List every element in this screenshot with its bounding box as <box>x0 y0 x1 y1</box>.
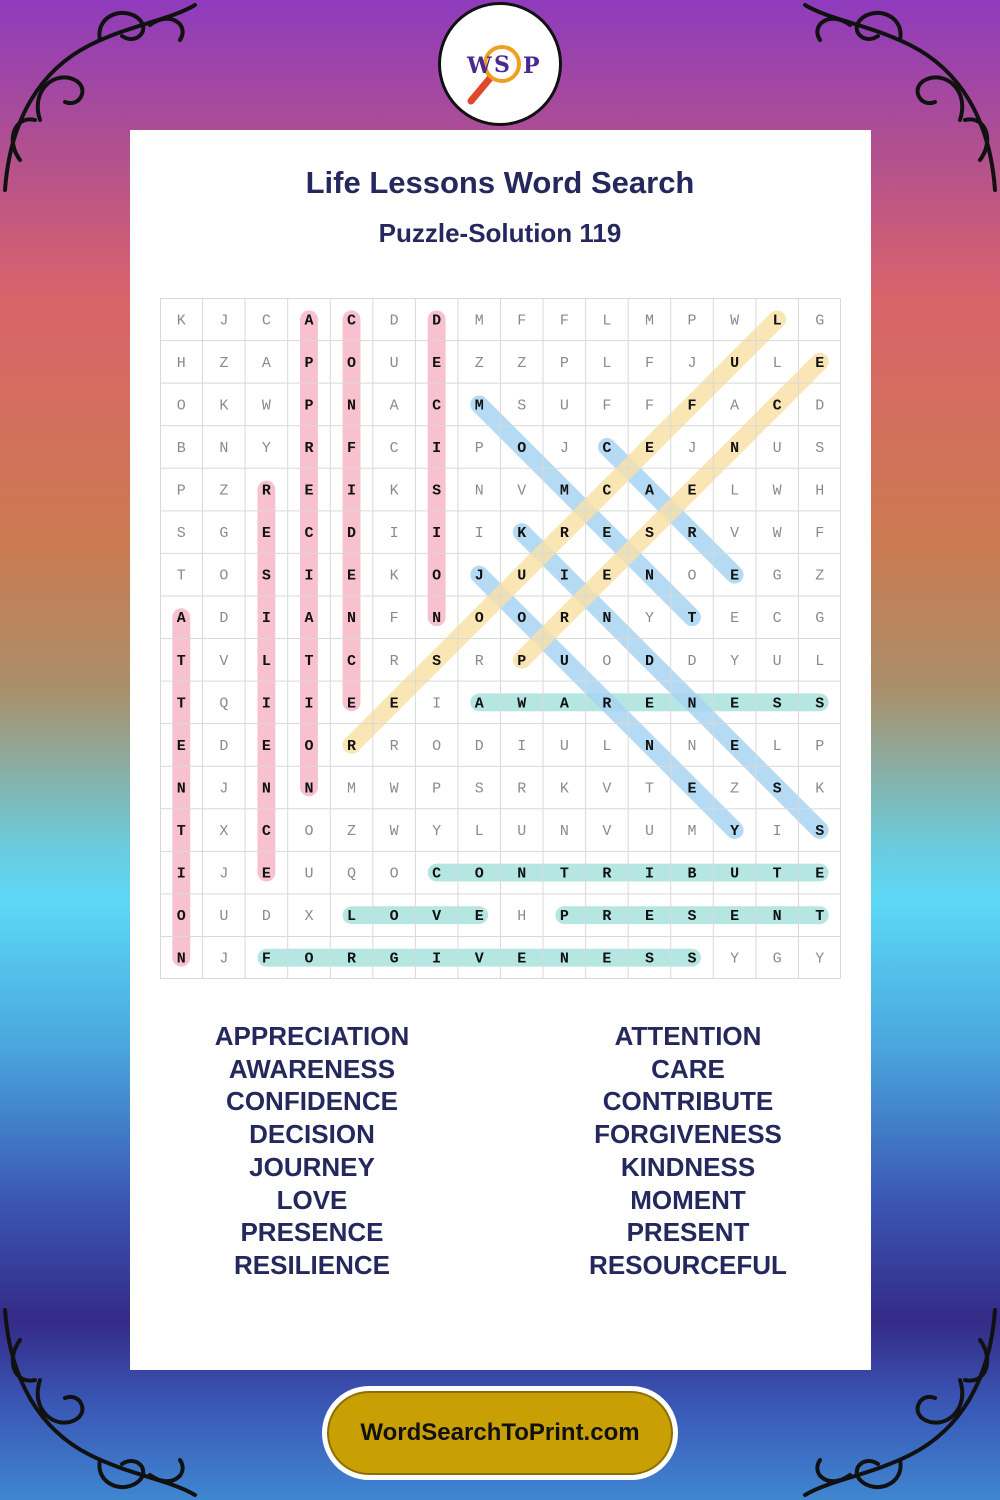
grid-letter: E <box>517 950 527 968</box>
grid-letter: R <box>602 695 612 713</box>
grid-letter: D <box>389 312 399 330</box>
grid-letter: Z <box>517 354 527 372</box>
grid-letter: R <box>304 439 314 457</box>
grid-letter: S <box>687 908 697 926</box>
grid-letter: K <box>517 525 527 543</box>
grid-letter: O <box>304 950 314 968</box>
grid-letter: Y <box>730 950 740 968</box>
grid-letter: P <box>304 397 314 415</box>
grid-letter: E <box>432 354 442 372</box>
grid-letter: S <box>176 525 186 543</box>
grid-letter: K <box>176 312 186 330</box>
grid-letter: I <box>432 695 442 713</box>
grid-letter: Z <box>474 354 484 372</box>
grid-letter: U <box>517 567 527 585</box>
grid-letter: H <box>815 482 825 500</box>
grid-letter: T <box>815 908 825 926</box>
word-list-left <box>162 1020 462 1282</box>
grid-letter: R <box>389 652 399 670</box>
grid-letter: T <box>772 865 782 883</box>
grid-letter: I <box>261 695 271 713</box>
grid-letter: N <box>644 737 654 755</box>
grid-letter: G <box>219 525 229 543</box>
grid-letter: J <box>219 780 229 798</box>
grid-letter: P <box>559 354 569 372</box>
grid-letter: K <box>559 780 569 798</box>
grid-letter: V <box>517 482 527 500</box>
grid-letter: O <box>304 823 314 841</box>
grid-letter: E <box>347 695 357 713</box>
grid-letter: I <box>304 695 314 713</box>
grid-letter: R <box>559 610 569 628</box>
grid-letter: Y <box>730 652 740 670</box>
grid-letter: O <box>517 610 527 628</box>
grid-letter: R <box>389 737 399 755</box>
grid-letter: R <box>602 865 612 883</box>
grid-letter: W <box>730 312 740 330</box>
grid-letter: I <box>772 823 782 841</box>
grid-letter: D <box>815 397 825 415</box>
grid-letter: J <box>474 567 484 585</box>
grid-letter: E <box>730 567 740 585</box>
grid-letter: L <box>347 908 357 926</box>
grid-letter: P <box>687 312 697 330</box>
grid-letter: R <box>687 525 697 543</box>
grid-letter: R <box>347 950 357 968</box>
grid-letter: A <box>261 354 271 372</box>
grid-letter: U <box>559 397 569 415</box>
grid-letter: N <box>772 908 782 926</box>
grid-letter: O <box>347 354 357 372</box>
site-logo[interactable] <box>438 2 562 126</box>
grid-letter: F <box>644 354 654 372</box>
grid-letter: O <box>432 737 442 755</box>
grid-letter: P <box>559 908 569 926</box>
grid-letter: O <box>432 567 442 585</box>
grid-letter: P <box>304 354 314 372</box>
grid-letter: S <box>815 439 825 457</box>
grid-letter: U <box>517 823 527 841</box>
grid-letter: F <box>389 610 399 628</box>
grid-letter: I <box>347 482 357 500</box>
grid-letter: W <box>261 397 271 415</box>
grid-letter: F <box>347 439 357 457</box>
grid-letter: M <box>474 397 484 415</box>
grid-letter: L <box>730 482 740 500</box>
logo-letter-p: P <box>523 53 540 79</box>
word-list-item: APPRECIATION <box>214 1021 410 1051</box>
grid-letter: E <box>602 950 612 968</box>
grid-letter: C <box>602 482 612 500</box>
grid-letter: D <box>261 908 271 926</box>
grid-letter: A <box>304 610 314 628</box>
grid-letter: F <box>559 312 569 330</box>
page-subtitle: Puzzle-Solution 119 <box>378 218 622 248</box>
word-list-item: JOURNEY <box>249 1151 375 1182</box>
grid-letter: T <box>176 823 186 841</box>
grid-letter: D <box>474 737 484 755</box>
grid-letter: G <box>815 312 825 330</box>
grid-letter: H <box>176 354 186 372</box>
grid-letter: P <box>517 652 527 670</box>
grid-letter: Z <box>219 482 229 500</box>
grid-letter: A <box>176 610 186 628</box>
word-list-right <box>538 1020 838 1282</box>
grid-letter: L <box>261 652 271 670</box>
word-list-item: KINDNESS <box>620 1151 756 1182</box>
grid-letter: L <box>772 737 782 755</box>
grid-letter: P <box>815 737 825 755</box>
logo-letter-s: S <box>494 52 510 78</box>
grid-letter: J <box>687 439 697 457</box>
grid-letter: S <box>517 397 527 415</box>
grid-letter: S <box>432 482 442 500</box>
grid-letter: N <box>517 865 527 883</box>
grid-letter: I <box>389 525 399 543</box>
grid-letter: I <box>304 567 314 585</box>
grid-letter: S <box>815 823 825 841</box>
grid-letter: W <box>389 780 399 798</box>
grid-letter: E <box>304 482 314 500</box>
grid-letter: J <box>559 439 569 457</box>
grid-letter: O <box>602 652 612 670</box>
grid-letter: L <box>602 354 612 372</box>
grid-letter: V <box>730 525 740 543</box>
grid-letter: E <box>644 439 654 457</box>
grid-letter: Z <box>730 780 740 798</box>
grid-letter: L <box>815 652 825 670</box>
grid-letter: U <box>219 908 229 926</box>
grid-letter: A <box>304 312 314 330</box>
grid-letter: N <box>730 439 740 457</box>
grid-letter: E <box>347 567 357 585</box>
grid-letter: F <box>687 397 697 415</box>
grid-letter: S <box>772 780 782 798</box>
grid-letter: E <box>261 865 271 883</box>
grid-letter: T <box>176 652 186 670</box>
grid-letter: N <box>219 439 229 457</box>
grid-letter: T <box>644 780 654 798</box>
grid-letter: C <box>304 525 314 543</box>
word-search-grid <box>160 298 841 979</box>
grid-letter: S <box>644 525 654 543</box>
grid-letter: B <box>176 439 186 457</box>
grid-letter: U <box>730 865 740 883</box>
grid-letter: F <box>261 950 271 968</box>
grid-letter: B <box>687 865 697 883</box>
word-list-item: AWARENESS <box>228 1053 396 1084</box>
grid-letter: G <box>815 610 825 628</box>
grid-letter: G <box>389 950 399 968</box>
grid-letter: W <box>772 525 782 543</box>
grid-letter: E <box>644 695 654 713</box>
grid-letter: M <box>687 823 697 841</box>
grid-svg <box>160 298 841 979</box>
grid-letter: E <box>815 354 825 372</box>
grid-letter: L <box>602 737 612 755</box>
grid-letter: G <box>772 567 782 585</box>
grid-letter: R <box>261 482 271 500</box>
grid-letter: O <box>219 567 229 585</box>
grid-letter: E <box>389 695 399 713</box>
grid-letter: I <box>261 610 271 628</box>
grid-letter: S <box>644 950 654 968</box>
word-list-item: LOVE <box>276 1184 348 1215</box>
grid-letter: Y <box>261 439 271 457</box>
grid-letter: K <box>389 567 399 585</box>
grid-letter: S <box>432 652 442 670</box>
grid-letter: D <box>347 525 357 543</box>
grid-letter: X <box>304 908 314 926</box>
grid-letter: N <box>347 610 357 628</box>
grid-letter: E <box>687 482 697 500</box>
grid-letter: V <box>602 823 612 841</box>
grid-letter: X <box>219 823 229 841</box>
grid-letter: T <box>559 865 569 883</box>
grid-letter: Y <box>730 823 740 841</box>
grid-letter: Y <box>432 823 442 841</box>
grid-letter: I <box>176 865 186 883</box>
grid-letter: E <box>730 908 740 926</box>
grid-letter: R <box>602 908 612 926</box>
word-list-item: MOMENT <box>630 1184 746 1215</box>
word-list-item: DECISION <box>249 1119 375 1150</box>
grid-letter: R <box>517 780 527 798</box>
grid-letter: P <box>176 482 186 500</box>
grid-letter: F <box>602 397 612 415</box>
grid-letter: O <box>474 865 484 883</box>
grid-letter: L <box>602 312 612 330</box>
grid-letter: E <box>815 865 825 883</box>
grid-letter: C <box>389 439 399 457</box>
grid-letter: I <box>644 865 654 883</box>
grid-letter: S <box>687 950 697 968</box>
grid-letter: N <box>304 780 314 798</box>
grid-letter: H <box>517 908 527 926</box>
grid-letter: N <box>432 610 442 628</box>
grid-letter: U <box>772 652 782 670</box>
word-list-item: RESOURCEFUL <box>589 1249 787 1280</box>
grid-letter: N <box>176 780 186 798</box>
word-list-item: FORGIVENESS <box>594 1119 782 1150</box>
grid-letter: Q <box>347 865 357 883</box>
grid-letter: C <box>432 397 442 415</box>
grid-letter: E <box>730 610 740 628</box>
grid-letter: C <box>772 397 782 415</box>
word-list-item: CARE <box>651 1053 725 1084</box>
word-list-item: PRESENCE <box>240 1217 384 1248</box>
grid-letter: K <box>389 482 399 500</box>
grid-letter: Q <box>219 695 229 713</box>
grid-letter: N <box>644 567 654 585</box>
grid-letter: G <box>772 950 782 968</box>
grid-letter: O <box>687 567 697 585</box>
grid-letter: N <box>347 397 357 415</box>
grid-letter: N <box>687 737 697 755</box>
grid-letter: P <box>474 439 484 457</box>
word-list-item: RESILIENCE <box>233 1249 391 1280</box>
grid-letter: O <box>176 397 186 415</box>
grid-letter: A <box>559 695 569 713</box>
grid-letter: I <box>474 525 484 543</box>
grid-letter: I <box>432 525 442 543</box>
grid-letter: U <box>772 439 782 457</box>
grid-letter: T <box>687 610 697 628</box>
grid-letter: E <box>176 737 186 755</box>
grid-letter: I <box>432 950 442 968</box>
grid-letter: R <box>474 652 484 670</box>
grid-letter: S <box>772 695 782 713</box>
grid-letter: N <box>602 610 612 628</box>
grid-letter: C <box>347 652 357 670</box>
grid-letter: A <box>644 482 654 500</box>
grid-letter: Z <box>219 354 229 372</box>
grid-letter: E <box>261 525 271 543</box>
grid-letter: T <box>304 652 314 670</box>
grid-letter: S <box>815 695 825 713</box>
grid-letter: N <box>474 482 484 500</box>
grid-letter: C <box>602 439 612 457</box>
grid-letter: W <box>517 695 527 713</box>
grid-letter: E <box>730 695 740 713</box>
grid-letter: W <box>389 823 399 841</box>
grid-letter: U <box>730 354 740 372</box>
grid-letter: F <box>815 525 825 543</box>
grid-letter: S <box>474 780 484 798</box>
grid-letter: O <box>389 908 399 926</box>
grid-letter: E <box>730 737 740 755</box>
grid-letter: L <box>474 823 484 841</box>
grid-letter: E <box>474 908 484 926</box>
grid-letter: D <box>219 610 229 628</box>
grid-letter: Z <box>347 823 357 841</box>
grid-letter: M <box>559 482 569 500</box>
grid-letter: C <box>261 312 271 330</box>
grid-letter: O <box>176 908 186 926</box>
grid-letter: R <box>559 525 569 543</box>
grid-letter: Y <box>644 610 654 628</box>
grid-letter: V <box>474 950 484 968</box>
grid-letter: O <box>474 610 484 628</box>
grid-letter: T <box>176 567 186 585</box>
grid-letter: U <box>389 354 399 372</box>
grid-letter: T <box>176 695 186 713</box>
grid-letter: E <box>602 567 612 585</box>
grid-letter: V <box>432 908 442 926</box>
grid-letter: F <box>644 397 654 415</box>
grid-letter: M <box>347 780 357 798</box>
grid-letter: C <box>432 865 442 883</box>
grid-letter: D <box>644 652 654 670</box>
grid-letter: I <box>559 567 569 585</box>
page-title: Life Lessons Word Search <box>305 165 695 200</box>
word-list-item: PRESENT <box>626 1217 750 1248</box>
grid-letter: J <box>219 865 229 883</box>
grid-letter: V <box>219 652 229 670</box>
grid-letter: V <box>602 780 612 798</box>
grid-letter: L <box>772 312 782 330</box>
grid-letter: C <box>772 610 782 628</box>
grid-letter: D <box>432 312 442 330</box>
grid-letter: E <box>261 737 271 755</box>
grid-letter: M <box>474 312 484 330</box>
magnifier-icon <box>441 5 559 123</box>
grid-letter: N <box>176 950 186 968</box>
grid-letter: C <box>261 823 271 841</box>
grid-letter: W <box>772 482 782 500</box>
grid-letter: U <box>559 737 569 755</box>
grid-letter: K <box>815 780 825 798</box>
grid-letter: R <box>347 737 357 755</box>
grid-letter: L <box>772 354 782 372</box>
word-list-item: CONFIDENCE <box>226 1086 398 1117</box>
grid-letter: N <box>687 695 697 713</box>
grid-letter: A <box>730 397 740 415</box>
grid-letter: N <box>559 823 569 841</box>
grid-letter: O <box>517 439 527 457</box>
grid-letter: U <box>559 652 569 670</box>
word-list-item: ATTENTION <box>614 1021 762 1051</box>
grid-letter: P <box>432 780 442 798</box>
grid-letter: Z <box>815 567 825 585</box>
grid-letter: U <box>304 865 314 883</box>
grid-letter: E <box>602 525 612 543</box>
grid-letter: J <box>687 354 697 372</box>
grid-letter: O <box>304 737 314 755</box>
grid-letter: A <box>474 695 484 713</box>
grid-letter: N <box>261 780 271 798</box>
grid-letter: J <box>219 950 229 968</box>
grid-letter: A <box>389 397 399 415</box>
grid-letter: E <box>687 780 697 798</box>
grid-letter: M <box>644 312 654 330</box>
grid-letter: E <box>644 908 654 926</box>
grid-letter: J <box>219 312 229 330</box>
grid-letter: D <box>687 652 697 670</box>
grid-letter: F <box>517 312 527 330</box>
grid-letter: O <box>389 865 399 883</box>
grid-letter: U <box>644 823 654 841</box>
grid-letter: C <box>347 312 357 330</box>
word-list-item: CONTRIBUTE <box>602 1086 774 1117</box>
grid-letter: Y <box>815 950 825 968</box>
grid-letter: N <box>559 950 569 968</box>
logo-letter-w: W <box>467 53 492 79</box>
site-link-button[interactable]: WordSearchToPrint.com <box>322 1386 678 1480</box>
grid-letter: D <box>219 737 229 755</box>
grid-letter: K <box>219 397 229 415</box>
grid-letter: I <box>432 439 442 457</box>
grid-letter: I <box>517 737 527 755</box>
grid-letter: S <box>261 567 271 585</box>
